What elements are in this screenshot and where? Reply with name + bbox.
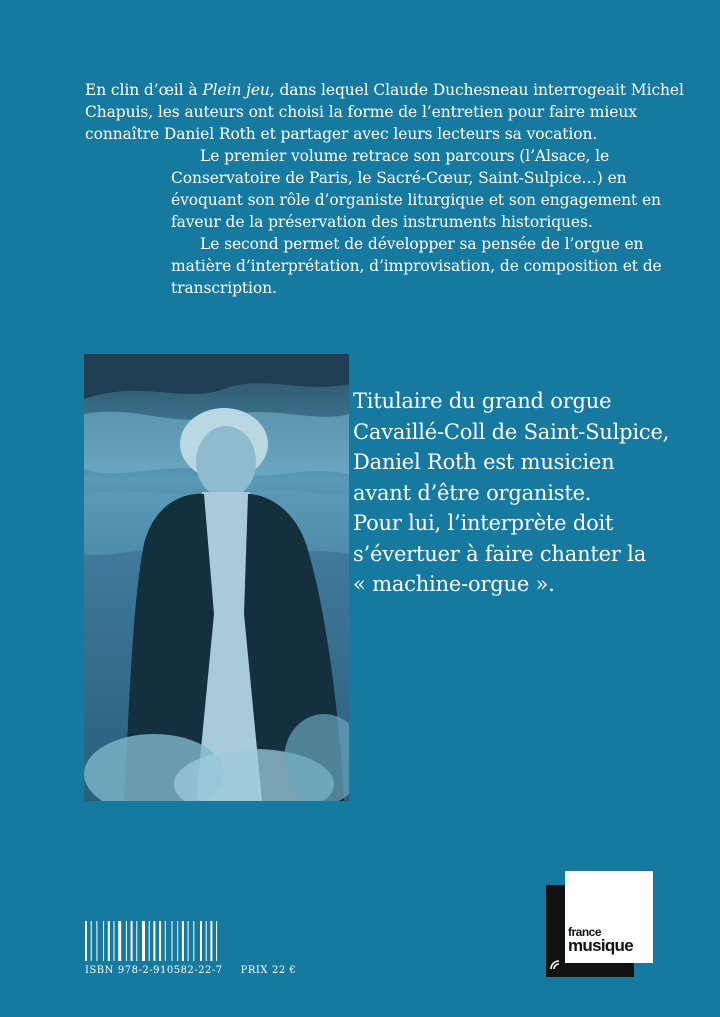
barcode-bar xyxy=(210,921,212,961)
isbn-label: ISBN xyxy=(85,965,114,976)
quote-line: Daniel Roth est musicien xyxy=(353,450,615,474)
barcode-bar xyxy=(165,921,166,961)
barcode-bar xyxy=(108,921,110,961)
intro-paragraph-3 xyxy=(171,233,685,299)
price-label: PRIX xyxy=(240,965,268,976)
barcode-bar xyxy=(159,921,161,961)
radio-wave-icon xyxy=(549,957,563,971)
quote-line: « machine-orgue ». xyxy=(353,572,555,596)
barcode-bar xyxy=(131,921,133,961)
barcode-bar xyxy=(172,921,173,961)
quote-line: Titulaire du grand orgue xyxy=(353,389,612,413)
barcode-bar xyxy=(149,921,150,961)
barcode-bar xyxy=(200,921,202,961)
barcode-bar xyxy=(103,921,104,961)
barcode-bar xyxy=(85,921,87,961)
barcode-bar xyxy=(142,921,145,961)
quote-line: Cavaillé-Coll de Saint-Sulpice, xyxy=(353,419,670,444)
isbn-number: 978-2-910582-22-7 xyxy=(117,965,223,976)
barcode-bar xyxy=(153,921,155,961)
barcode-bar xyxy=(188,921,189,961)
isbn-price-line xyxy=(85,965,300,976)
barcode-bar xyxy=(114,921,115,961)
barcode-bar xyxy=(193,921,194,961)
price-value: 22 € xyxy=(271,965,297,976)
barcode-bar xyxy=(91,921,92,961)
quote-line: s’évertuer à faire chanter la xyxy=(353,541,647,566)
barcode-bar xyxy=(96,921,97,961)
logo-line-1: france xyxy=(568,925,602,939)
intro-paragraph-3-rest: en matière d’interprétation, d’improvisation, de composition et de transcription. xyxy=(171,235,662,297)
intro-paragraph-1 xyxy=(85,79,685,145)
quote-line: Pour lui, l’interprète doit xyxy=(353,511,614,535)
barcode xyxy=(85,921,221,961)
barcode-bar xyxy=(126,921,127,961)
intro-paragraph-3-first-line: Le second permet de développer sa pensée de l’orgue xyxy=(200,235,620,253)
logo-wordmark xyxy=(568,925,633,953)
book-title-plein-jeu: Plein jeu xyxy=(202,81,270,99)
france-musique-logo xyxy=(546,871,653,977)
barcode-bar xyxy=(136,921,137,961)
intro-paragraph-2-first-line: Le premier volume retrace son parcours (l’Alsace, xyxy=(200,147,591,165)
intro-paragraph-1-rest: , dans lequel Claude Duchesneau interrogeait Michel Chapuis, les auteurs ont choisi la forme de l’entretien pour faire mieux connaître Daniel Roth et partager avec leurs lecteurs sa vocation. xyxy=(85,81,684,143)
portrait-photo xyxy=(84,354,349,801)
intro-text xyxy=(85,79,685,299)
barcode-bar xyxy=(216,921,217,961)
quote-line: avant d’être organiste. xyxy=(353,480,592,505)
intro-paragraph-2 xyxy=(171,145,685,233)
pull-quote xyxy=(353,386,713,600)
logo-line-2: musique xyxy=(568,936,634,955)
barcode-bar xyxy=(206,921,207,961)
barcode-bar xyxy=(177,921,178,961)
intro-paragraph-1-start: En clin d’œil à xyxy=(85,81,203,99)
intro-paragraph-2-rest: le Conservatoire de Paris, le Sacré-Cœur, Saint-Sulpice…) en évoquant son rôle d’organiste liturgique et son engagement en faveur de la préservation des instruments historiques. xyxy=(171,147,661,231)
barcode-bar xyxy=(118,921,121,961)
barcode-bar xyxy=(182,921,184,961)
